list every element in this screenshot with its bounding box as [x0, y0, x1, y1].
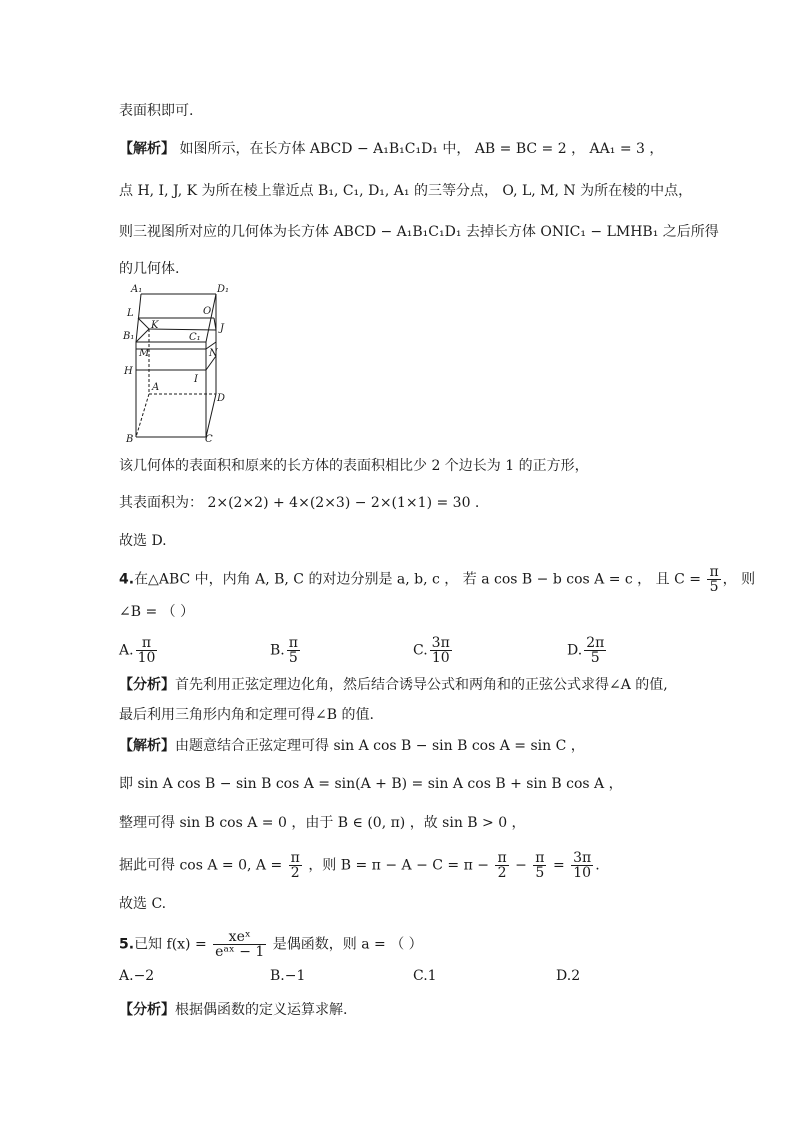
jiexi-tag: 【解析】: [119, 738, 175, 754]
numerator: π: [497, 850, 507, 866]
label-n: N: [209, 348, 218, 359]
jiexi-line: 即 sin A cos B − sin B cos A = sin(A + B) = sin A cos B + sin B cos A ，: [119, 776, 623, 792]
question-text: ， 则: [722, 571, 756, 588]
numerator: xeˣ: [213, 930, 266, 945]
option-c: [413, 636, 454, 665]
label-h: H: [124, 366, 133, 377]
label-o: O: [203, 306, 212, 317]
fraction: [289, 851, 302, 880]
question-5-stem: [119, 930, 423, 959]
option-a: [119, 636, 159, 665]
text-line: 表面积即可.: [119, 103, 194, 119]
fenxi-text: 根据偶函数的定义运算求解.: [175, 1002, 348, 1018]
jiexi-line: 整理可得 sin B cos A = 0 ，由于 B ∈ (0, π) ，故 sin B > 0 ，: [119, 815, 526, 831]
jiexi-text: .: [595, 857, 600, 874]
label-b1: B₁: [123, 331, 135, 342]
option-label: C.: [413, 642, 428, 659]
label-c1: C₁: [189, 332, 201, 343]
analysis-line: 点 H, I, J, K 为所在棱上靠近点 B₁, C₁, D₁, A₁ 的三等分点， O, L, M, N 为所在棱的中点，: [119, 183, 693, 199]
option-value: 1: [427, 968, 437, 984]
answer-line: 故选 C.: [119, 896, 167, 912]
question-text: 是偶函数，则 a = （ ）: [272, 936, 423, 953]
fenxi-line: [119, 675, 668, 695]
fraction: [533, 851, 546, 880]
option-label: A.: [119, 968, 134, 984]
question-4-stem: [119, 565, 755, 594]
numerator: π: [136, 636, 158, 651]
numerator: 3π: [573, 850, 592, 866]
question-text: 已知 f(x) =: [134, 936, 207, 953]
answer-line: 故选 D.: [119, 533, 167, 549]
option-value: −2: [133, 968, 155, 984]
option-b: [270, 636, 302, 665]
option-label: D.: [556, 968, 572, 984]
option-label: B.: [270, 968, 285, 984]
fenxi-tag: 【分析】: [119, 677, 175, 693]
numerator: 3π: [431, 635, 450, 651]
denominator: 2: [497, 865, 507, 881]
jiexi-text: 由题意结合正弦定理可得 sin A cos B − sin B cos A = sin C ，: [175, 738, 585, 754]
fenxi-tag: 【分析】: [119, 1002, 175, 1018]
question-number: 5.: [119, 936, 135, 953]
denominator: 5: [590, 650, 600, 666]
analysis-line: [119, 139, 663, 159]
fraction: [430, 636, 452, 665]
denominator: 10: [431, 650, 450, 666]
denominator: 5: [535, 865, 545, 881]
fraction: [707, 565, 720, 594]
label-j: J: [220, 323, 225, 334]
analysis-line: 则三视图所对应的几何体为长方体 ABCD − A₁B₁C₁D₁ 去掉长方体 ONIC₁ − LMHB₁ 之后所得: [119, 224, 719, 240]
minus-sign: −: [515, 857, 527, 874]
question-number: 4.: [119, 571, 135, 588]
fraction: [584, 636, 606, 665]
option-b: [270, 966, 305, 986]
fraction: [287, 636, 300, 665]
numerator: π: [288, 635, 298, 651]
jiexi-text: ，则 B = π − A − C = π −: [308, 857, 489, 874]
numerator: π: [290, 850, 300, 866]
question-4-stem-2: ∠B = （ ）: [119, 604, 195, 620]
label-i: I: [194, 374, 198, 385]
option-d: [567, 636, 608, 665]
analysis-tag: 【解析】: [119, 141, 175, 157]
denominator: 5: [288, 650, 298, 666]
denominator: 2: [290, 865, 300, 881]
numerator: 2π: [586, 635, 605, 651]
denominator: 10: [137, 650, 156, 666]
label-d1: D₁: [217, 284, 230, 295]
fraction: [213, 930, 266, 959]
option-a: [119, 966, 154, 986]
label-b: B: [126, 434, 134, 445]
fraction: [495, 851, 508, 880]
numerator: π: [535, 850, 545, 866]
option-value: 2: [571, 968, 581, 984]
option-c: [413, 966, 437, 986]
label-m: M: [139, 348, 150, 359]
jiexi-text: 据此可得 cos A = 0, A =: [119, 857, 283, 874]
label-k: K: [151, 320, 159, 331]
denominator: 10: [573, 865, 592, 881]
label-a1: A₁: [131, 284, 143, 295]
denominator: 5: [709, 579, 719, 595]
option-label: C.: [413, 968, 428, 984]
analysis-line: 的几何体.: [119, 261, 180, 277]
analysis-line: 该几何体的表面积和原来的长方体的表面积相比少 2 个边长为 1 的正方形，: [119, 458, 589, 474]
fenxi-text: 首先利用正弦定理边化角，然后结合诱导公式和两角和的正弦公式求得∠A 的值,: [175, 677, 668, 693]
question-text: 在△ABC 中，内角 A, B, C 的对边分别是 a, b, c ， 若 a cos B − b cos A = c ， 且 C =: [134, 571, 701, 588]
analysis-line: 其表面积为： 2×(2×2) + 4×(2×3) − 2×(1×1) = 30 .: [119, 495, 480, 511]
fenxi-line: [119, 1000, 347, 1020]
label-l: L: [127, 308, 134, 319]
label-c: C: [205, 434, 213, 445]
option-value: −1: [284, 968, 306, 984]
fraction: [571, 851, 593, 880]
cuboid-figure: [119, 282, 249, 448]
label-d: D: [217, 393, 226, 404]
option-label: B.: [270, 642, 285, 659]
fenxi-line: 最后利用三角形内角和定理可得∠B 的值.: [119, 707, 374, 723]
analysis-text: 如图所示，在长方体 ABCD − A₁B₁C₁D₁ 中， AB = BC = 2 ， AA₁ = 3 ，: [179, 141, 664, 157]
numerator: π: [709, 564, 719, 580]
jiexi-line: [119, 736, 585, 756]
fraction: [136, 636, 158, 665]
option-d: [556, 966, 580, 986]
jiexi-line: [119, 851, 600, 880]
equals-sign: =: [552, 857, 565, 874]
denominator: eᵃˣ − 1: [215, 944, 265, 960]
option-label: A.: [119, 642, 134, 659]
option-label: D.: [567, 642, 583, 659]
label-a: A: [152, 382, 160, 393]
